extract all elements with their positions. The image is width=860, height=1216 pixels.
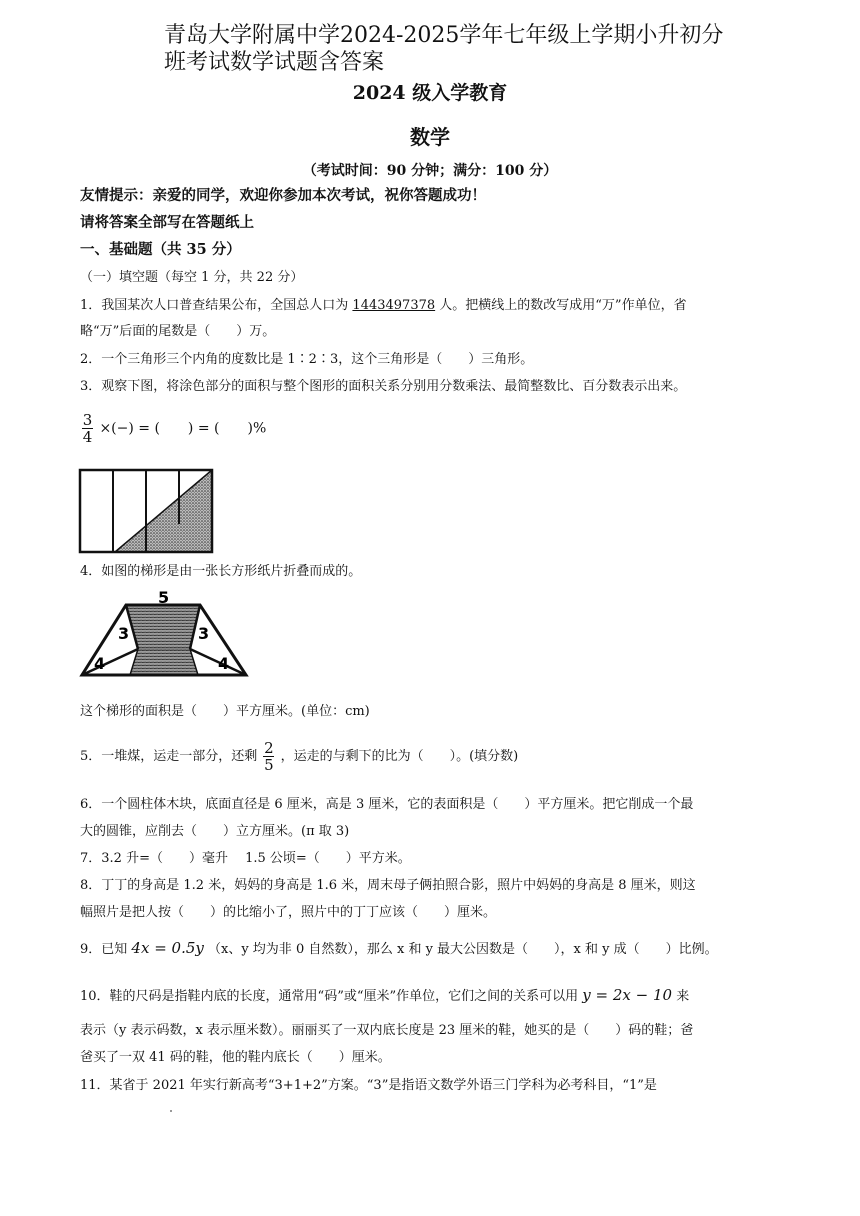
q3-fraction-denominator: 4 <box>82 428 93 446</box>
answer-instruction: 请将答案全部写在答题纸上 <box>80 214 254 231</box>
question-10-line-3: 爸买了一双 41 码的鞋，他的鞋内底长（ ）厘米。 <box>80 1050 391 1065</box>
section-heading: 一、基础题（共 35 分） <box>80 241 241 258</box>
q9-text-post: （x、y 均为非 0 自然数），那么 x 和 y 最大公因数是（ ），x 和 y 成（ ）比例。 <box>208 942 718 957</box>
question-2: 2．一个三角形三个内角的度数比是 1∶2∶3，这个三角形是（ ）三角形。 <box>80 352 534 367</box>
q10-text-post: 来 <box>676 989 690 1004</box>
q5-fraction-denominator: 5 <box>264 756 274 774</box>
question-7: 7．3.2 升=（ ）毫升 1.5 公顷=（ ）平方米。 <box>80 851 411 866</box>
q3-fraction <box>82 412 93 445</box>
trapezoid-label-left-mid: 3 <box>118 624 130 643</box>
trapezoid-label-right-mid: 3 <box>198 624 210 643</box>
q10-text-pre: 10．鞋的尺码是指鞋内底的长度，通常用“码”或“厘米”作单位，它们之间的关系可以用 <box>80 989 579 1004</box>
question-3: 3．观察下图，将涂色部分的面积与整个图形的面积关系分别用分数乘法、最简整数比、百分数表示出来。 <box>80 379 687 394</box>
trapezoid-label-left-bottom: 4 <box>94 654 106 673</box>
subject-title: 数学 <box>410 125 450 149</box>
question-10-line-1 <box>80 986 784 1006</box>
q5-text-pre: 5．一堆煤，运走一部分，还剩 <box>80 749 258 764</box>
question-6-line-1: 6．一个圆柱体木块，底面直径是 6 厘米，高是 3 厘米，它的表面积是（ ）平方厘米。把它削成一个最 <box>80 797 694 812</box>
question-6-line-2: 大的圆锥，应削去（ ）立方厘米。(π 取 3) <box>80 824 350 839</box>
question-1-line-2: 略“万”后面的尾数是（ ）万。 <box>80 324 276 339</box>
q1-text-post: 人。把横线上的数改写成用“万”作单位，省 <box>439 298 687 313</box>
q1-text-pre: 1．我国某次人口普查结果公布，全国总人口为 <box>80 298 349 313</box>
friendly-tip: 友情提示：亲爱的同学，欢迎你参加本次考试，祝你答题成功！ <box>80 187 486 204</box>
sub-section-heading: （一）填空题（每空 1 分，共 22 分） <box>80 270 304 285</box>
q5-text-post: ，运走的与剩下的比为（ ）。(填分数) <box>280 749 519 764</box>
exam-info: （考试时间：90 分钟；满分：100 分） <box>302 163 558 179</box>
q1-population-number: 1443497378 <box>352 298 436 313</box>
trapezoid-label-top: 5 <box>158 589 170 607</box>
q9-equation: 4x = 0.5y <box>131 939 204 957</box>
document-title <box>164 22 764 76</box>
q3-formula <box>80 412 784 445</box>
question-4: 4．如图的梯形是由一张长方形纸片折叠而成的。 <box>80 564 362 579</box>
question-9 <box>80 939 784 959</box>
question-1 <box>80 297 784 315</box>
question-4-answer: 这个梯形的面积是（ ）平方厘米。(单位：cm) <box>80 704 370 719</box>
folded-trapezoid-figure <box>78 589 250 681</box>
title-line-2: 班考试数学试题含答案 <box>164 50 385 75</box>
trapezoid-label-right-bottom: 4 <box>218 654 230 673</box>
question-11: 11．某省于 2021 年实行新高考“3+1+2”方案。“3”是指语文数学外语三门学科为必考科目，“1”是 <box>80 1078 657 1093</box>
footer-mark <box>170 1110 172 1112</box>
question-10-line-2: 表示（y 表示码数，x 表示厘米数）。丽丽买了一双内底长度是 23 厘米的鞋，她买的是（ ）码的鞋；爸 <box>80 1023 694 1038</box>
grade-title: 2024 级入学教育 <box>352 82 508 104</box>
trapezoid-shaded-center <box>126 605 200 675</box>
q5-fraction <box>263 740 274 773</box>
q5-fraction-numerator: 2 <box>264 739 274 757</box>
q3-formula-rest: ×(−) = ( ) = ( )% <box>99 420 267 437</box>
q9-text-pre: 9．已知 <box>80 942 128 957</box>
q3-fraction-numerator: 3 <box>82 411 93 429</box>
question-5 <box>80 738 784 776</box>
title-line-1: 青岛大学附属中学2024-2025学年七年级上学期小升初分 <box>164 23 724 48</box>
question-8-line-2: 幅照片是把人按（ ）的比缩小了，照片中的丁丁应该（ ）厘米。 <box>80 905 497 920</box>
question-8-line-1: 8．丁丁的身高是 1.2 米，妈妈的身高是 1.6 米，周末母子俩拍照合影，照片中妈妈的身高是 8 厘米，则这 <box>80 878 696 893</box>
q10-equation: y = 2x − 10 <box>582 986 673 1004</box>
shaded-rectangle-figure <box>78 466 216 554</box>
